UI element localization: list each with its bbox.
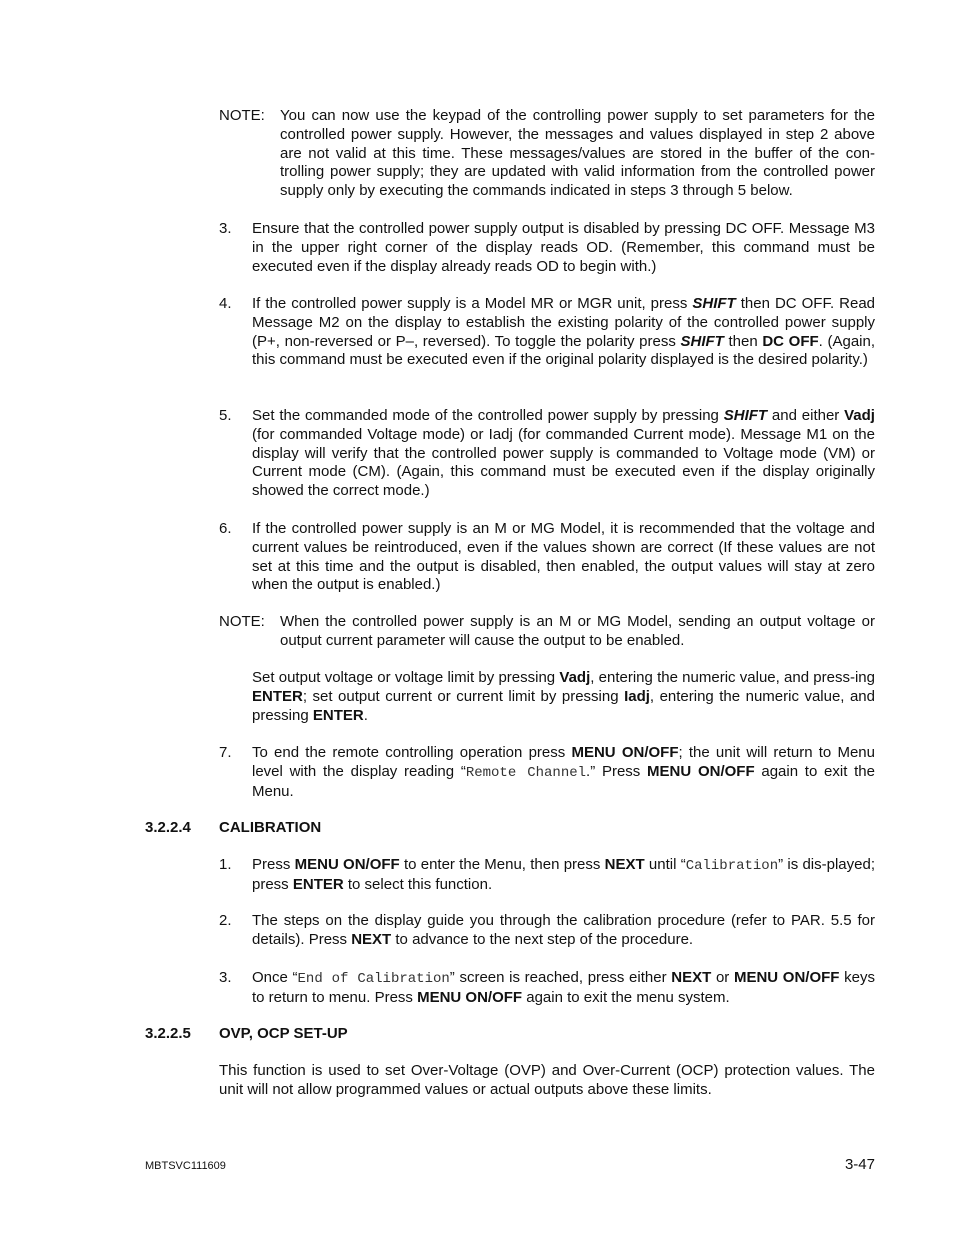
section-number: 3.2.2.5 <box>145 1025 191 1042</box>
step-4-text: If the controlled power supply is a Model MR or MGR unit, press SHIFT then DC OFF. Read Message M2 on the display to establish the existing polarity of the controlled power supply (P+, non-reversed or P–, reversed). To toggle the polarity press SHIFT then DC OFF. (Again, this command must be executed even if the original polarity displayed is the desired polarity.) <box>252 295 875 369</box>
display-text: Calibration <box>685 858 779 874</box>
set-output-paragraph: Set output voltage or voltage limit by pressing Vadj, entering the numeric value, and press-ing ENTER; set output current or current limit by pressing Iadj, entering the numeric value, and pressing ENTER. <box>252 669 875 724</box>
step-number: 3. <box>219 220 232 237</box>
section-heading: OVP, OCP SET-UP <box>219 1025 348 1042</box>
key-dc-off: DC OFF <box>762 332 819 350</box>
step-number: 6. <box>219 520 232 537</box>
note-text: When the controlled power supply is an M or MG Model, sending an output voltage or output current parameter will cause the output to be enabled. <box>280 613 875 649</box>
section-heading: CALIBRATION <box>219 819 322 836</box>
step-number: 4. <box>219 295 232 312</box>
note-label: NOTE: <box>219 107 265 124</box>
key-shift: SHIFT <box>680 332 724 350</box>
note-label: NOTE: <box>219 613 265 630</box>
display-text: Remote Channel <box>465 764 587 781</box>
step-number: 2. <box>219 912 232 929</box>
document-id: MBTSVC111609 <box>145 1160 226 1172</box>
step-number: 3. <box>219 969 232 986</box>
step-number: 7. <box>219 744 232 761</box>
display-text: End of Calibration <box>297 971 450 987</box>
key-vadj: Vadj <box>844 407 875 424</box>
step-5-text: Set the commanded mode of the controlled power supply by pressing SHIFT and either Vadj (for commanded Voltage mode) or Iadj (for commanded Current mode). Message M1 on the display will verify that the controlled power supply is commanded to Voltage mode (VM) or Current mode (CM). (Again, this command must be executed even if the display originally showed the correct mode.) <box>252 407 875 500</box>
cal-step-3-text: Once “End of Calibration” screen is reached, press either NEXT or MENU ON/OFF keys to return to menu. Press MENU ON/OFF again to exit the menu system. <box>252 969 875 1006</box>
ovp-paragraph: This function is used to set Over-Voltage (OVP) and Over-Current (OCP) protection values. The unit will not allow programmed values or actual outputs above these limits. <box>219 1062 875 1098</box>
step-7-text: To end the remote controlling operation press MENU ON/OFF; the unit will return to Menu level with the display reading “Remote Channel.” Press MENU ON/OFF again to exit the Menu. <box>252 744 875 800</box>
step-number: 5. <box>219 407 232 424</box>
key-shift: SHIFT <box>723 407 768 424</box>
step-6-text: If the controlled power supply is an M or MG Model, it is recommended that the voltage and current values be reintroduced, even if the values shown are correct (If these values are not set at this time and the output is disabled, then enabled, the output values will stay at zero when the output is enabled.) <box>252 520 875 594</box>
key-shift: SHIFT <box>692 295 736 312</box>
cal-step-1-text: Press MENU ON/OFF to enter the Menu, then press NEXT until “Calibration” is dis-played; press ENTER to select this function. <box>252 856 875 893</box>
page-number: 3-47 <box>844 1156 875 1173</box>
cal-step-2-text: The steps on the display guide you through the calibration procedure (refer to PAR. 5.5 for details). Press NEXT to advance to the next step of the procedure. <box>252 912 875 948</box>
step-number: 1. <box>219 856 232 873</box>
section-number: 3.2.2.4 <box>145 819 191 836</box>
note-text: You can now use the keypad of the controlling power supply to set parameters for the controlled power supply. However, the messages and values displayed in step 2 above are not valid at this time. These messages/values are stored in the buffer of the con-trolling power supply; they are updated with valid information from the controlled power supply only by executing the commands indicated in steps 3 through 5 below. <box>280 107 875 200</box>
step-3-text: Ensure that the controlled power supply output is disabled by pressing DC OFF. Message M3 in the upper right corner of the display reads OD. (Remember, this command must be executed even if the display already reads OD to begin with.) <box>252 220 875 275</box>
